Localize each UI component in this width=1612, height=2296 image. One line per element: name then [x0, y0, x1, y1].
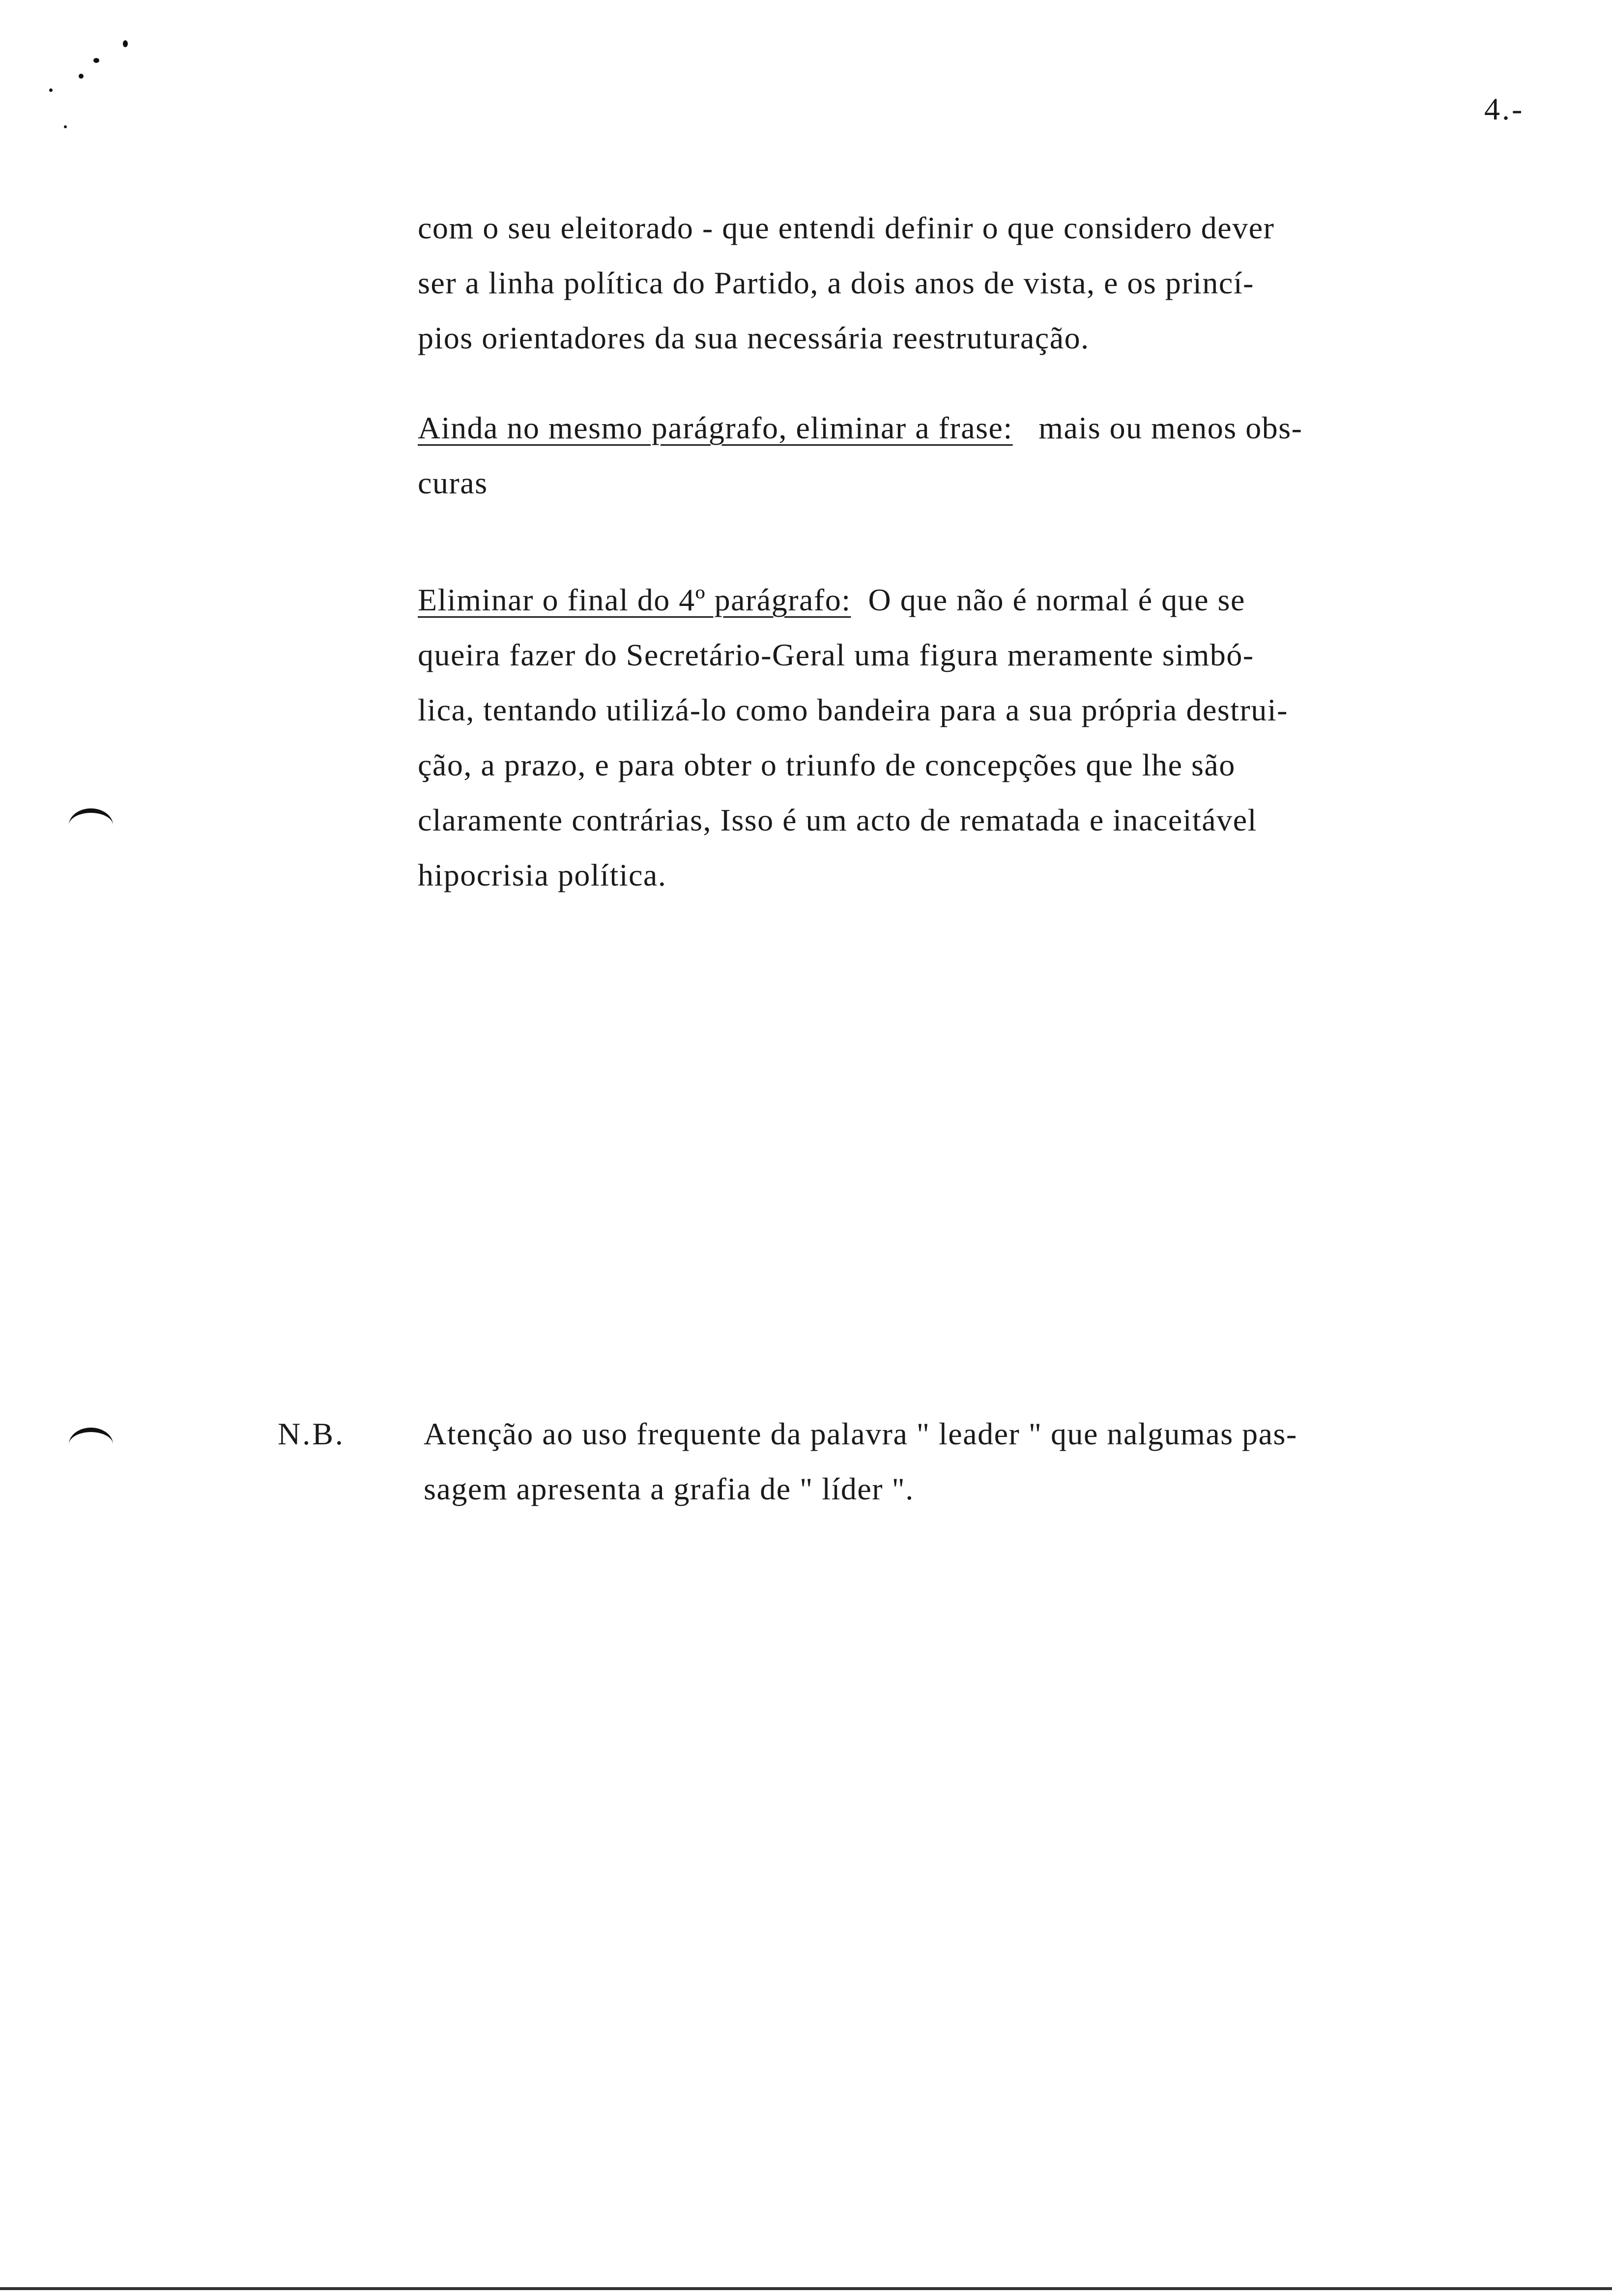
scan-speck: [79, 74, 84, 79]
text-line: Atenção ao uso frequente da palavra " leader " que nalgumas pas-: [424, 1416, 1297, 1451]
page-number: 4.-: [1484, 91, 1525, 126]
text-line: [418, 573, 1528, 628]
text-line: queira fazer do Secretário-Geral uma figura meramente simbó-: [418, 637, 1254, 672]
text-line: curas: [418, 465, 488, 500]
text-line: ção, a prazo, e para obter o triunfo de concepções que lhe são: [418, 747, 1236, 782]
text-line: pios orientadores da sua necessária reestruturação.: [418, 320, 1090, 355]
text-line: hipocrisia política.: [418, 858, 667, 892]
scan-speck: [123, 40, 128, 47]
text-line: [418, 401, 1528, 456]
scan-speck: [64, 125, 67, 128]
scan-speck: [93, 58, 99, 63]
scan-speck: [49, 88, 53, 92]
quoted-text: mais ou menos obs-: [1038, 410, 1303, 445]
text-line: ser a linha política do Partido, a dois anos de vista, e os princí-: [418, 265, 1254, 300]
paragraph-continuation: [418, 201, 1528, 366]
note-paragraph: [424, 1406, 1534, 1517]
text-line: claramente contrárias, Isso é um acto de rematada e inaceitável: [418, 803, 1257, 837]
instruction-text: Ainda no mesmo parágrafo, eliminar a frase:: [418, 410, 1013, 445]
text-line: lica, tentando utilizá-lo como bandeira para a sua própria destrui-: [418, 692, 1288, 727]
text-line: com o seu eleitorado - que entendi definir o que considero dever: [418, 210, 1275, 245]
paragraph-edit-instruction: [418, 401, 1528, 511]
punch-hole-mark: [69, 808, 113, 842]
paragraph-edit-instruction: [418, 573, 1528, 903]
quoted-text: O que não é normal é que se: [868, 582, 1245, 617]
text-line: sagem apresenta a grafia de " líder ".: [424, 1471, 914, 1506]
page-bottom-edge: [0, 2287, 1612, 2290]
note-label: N.B.: [278, 1416, 345, 1451]
punch-hole-mark: [69, 1428, 113, 1462]
instruction-text: Eliminar o final do 4º parágrafo:: [418, 582, 851, 617]
